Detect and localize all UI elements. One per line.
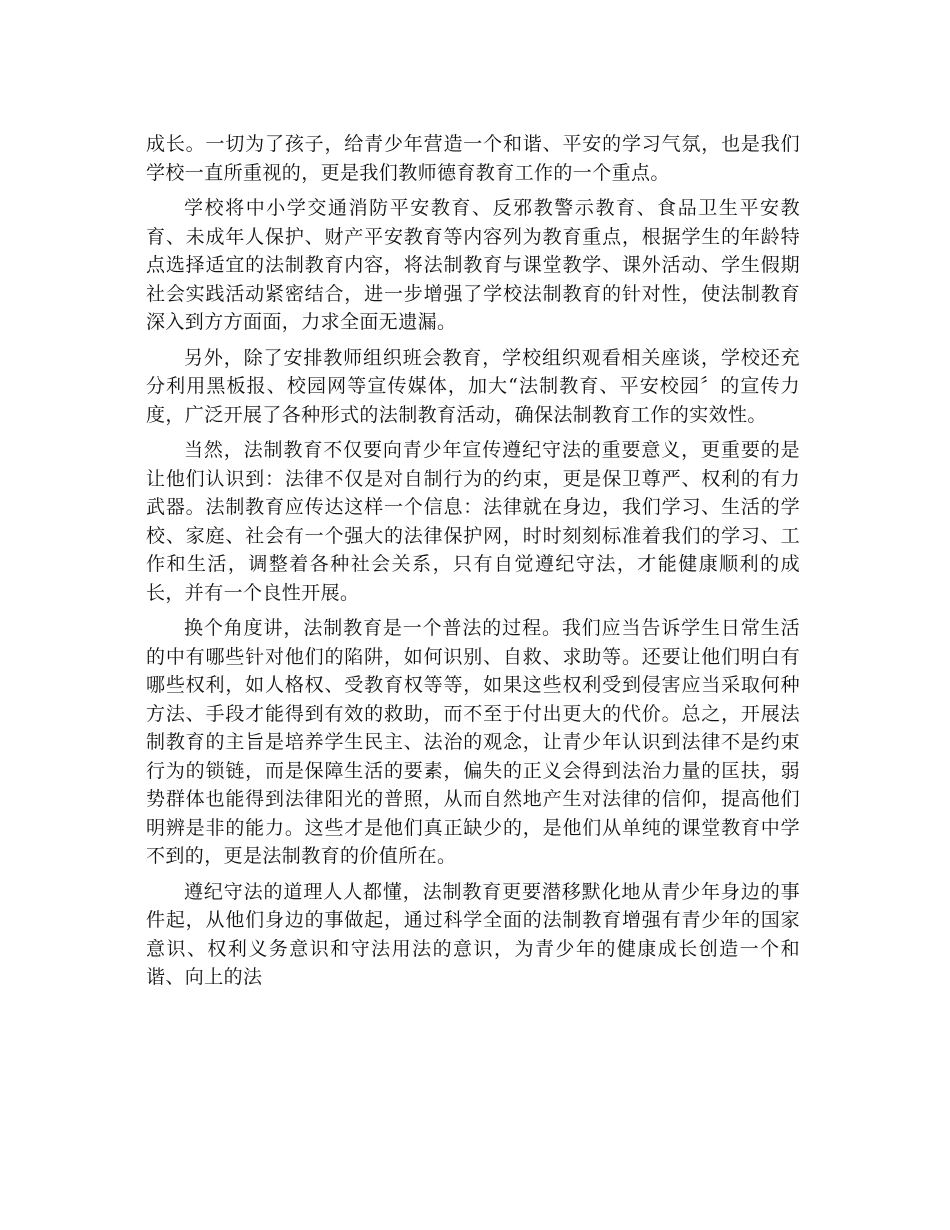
paragraph: 换个角度讲，法制教育是一个普法的过程。我们应当告诉学生日常生活的中有哪些针对他们的陷阱，如何识别、自救、求助等。还要让他们明白有哪些权利，如人格权、受教育权等等，如果这些权利受到侵害应当采取何种方法、手段才能得到有效的救助，而不至于付出更大的代价。总之，开展法制教育的主旨是培养学生民主、法治的观念，让青少年认识到法律不是约束行为的锁链，而是保障生活的要素，偏失的正义会得到法治力量的匡扶，弱势群体也能得到法律阳光的普照，从而自然地产生对法律的信仰，提高他们明辨是非的能力。这些才是他们真正缺少的，是他们从单纯的课堂教育中学不到的，更是法制教育的价值所在。 — [146, 617, 800, 867]
paragraph-continuation: 成长。一切为了孩子，给青少年营造一个和谐、平安的学习气氛，也是我们学校一直所重视的，更是我们教师德育教育工作的一个重点。 — [146, 133, 800, 184]
paragraph: 当然，法制教育不仅要向青少年宣传遵纪守法的重要意义，更重要的是让他们认识到：法律不仅是对自制行为的约束，更是保卫尊严、权利的有力武器。法制教育应传达这样一个信息：法律就在身边，我们学习、生活的学校、家庭、社会有一个强大的法律保护网，时时刻刻标准着我们的学习、工作和生活，调整着各种社会关系，只有自觉遵纪守法，才能健康顺利的成长，并有一个良性开展。 — [146, 439, 800, 604]
paragraph: 学校将中小学交通消防平安教育、反邪教警示教育、食品卫生平安教育、未成年人保护、财产平安教育等内容列为教育重点，根据学生的年龄特点选择适宜的法制教育内容，将法制教育与课堂教学、课外活动、学生假期社会实践活动紧密结合，进一步增强了学校法制教育的针对性，使法制教育深入到方方面面，力求全面无遗漏。 — [146, 197, 800, 333]
document-body — [146, 130, 800, 992]
paragraph: 另外，除了安排教师组织班会教育，学校组织观看相关座谈，学校还充分利用黑板报、校园网等宣传媒体，加大“法制教育、平安校园〞的宣传力度，广泛开展了各种形式的法制教育活动，确保法制教育工作的实效性。 — [146, 346, 800, 426]
paragraph: 遵纪守法的道理人人都懂，法制教育更要潜移默化地从青少年身边的事件起，从他们身边的事做起，通过科学全面的法制教育增强有青少年的国家意识、权利义务意识和守法用法的意识，为青少年的健康成长创造一个和谐、向上的法 — [146, 880, 800, 988]
